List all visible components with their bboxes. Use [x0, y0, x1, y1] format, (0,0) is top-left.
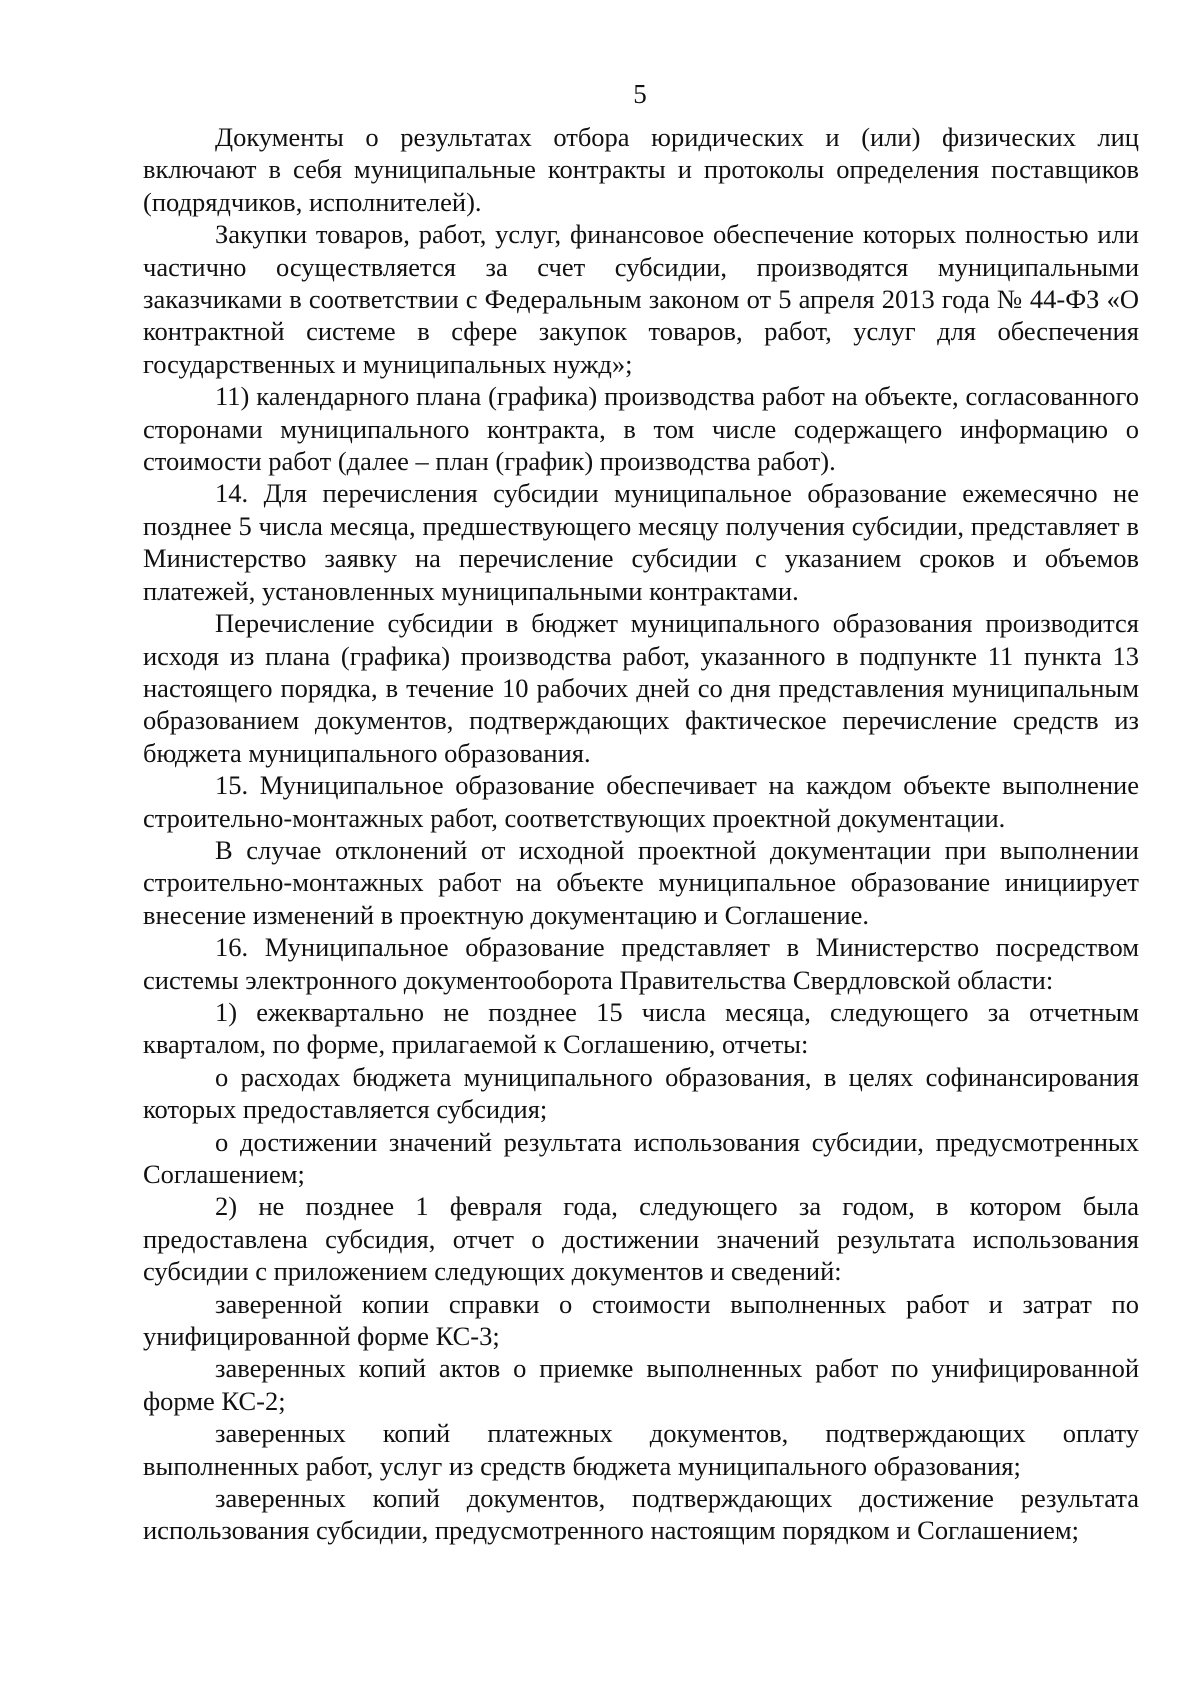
paragraph-deviations: В случае отклонений от исходной проектной документации при выполнении строительно-монтажных работ на объекте муниципальное образование инициирует внесение изменений в проектную документацию и Соглашение. — [143, 834, 1139, 930]
document-body — [143, 121, 1139, 1547]
paragraph-clause-14: 14. Для перечисления субсидии муниципальное образование ежемесячно не позднее 5 числа месяца, предшествующего месяцу получения субсидии, представляет в Министерство заявку на перечисление субсидии с указанием сроков и объемов платежей, установленных муниципальными контрактами. — [143, 478, 1139, 606]
paragraph-result-documents: заверенных копий документов, подтверждающих достижение результата использования субсидии, предусмотренного настоящим порядком и Соглашением; — [143, 1483, 1139, 1546]
paragraph-quarterly-reports: 1) ежеквартально не позднее 15 числа месяца, следующего за отчетным кварталом, по форме, прилагаемой к Соглашению, отчеты: — [143, 996, 1139, 1060]
paragraph-ks3-copy: заверенной копии справки о стоимости выполненных работ и затрат по унифицированной форме КС-3; — [143, 1288, 1139, 1352]
paragraph-report-expenses: о расходах бюджета муниципального образования, в целях софинансирования которых предоставляется субсидия; — [143, 1061, 1139, 1125]
paragraph-selection-documents: Документы о результатах отбора юридических и (или) физических лиц включают в себя муниципальные контракты и протоколы определения поставщиков (подрядчиков, исполнителей). — [143, 122, 1139, 217]
paragraph-clause-15: 15. Муниципальное образование обеспечивает на каждом объекте выполнение строительно-монтажных работ, соответствующих проектной документации. — [143, 770, 1139, 833]
paragraph-payment-copies: заверенных копий платежных документов, подтверждающих оплату выполненных работ, услуг из средств бюджета муниципального образования; — [143, 1418, 1139, 1481]
paragraph-procurement: Закупки товаров, работ, услуг, финансовое обеспечение которых полностью или частично осуществляется за счет субсидии, производятся муниципальными заказчиками в соответствии с Федеральным законом от 5 апреля 2013 года № 44-ФЗ «О контрактной системе в сфере закупок товаров, работ, услуг для обеспечения государственных и муниципальных нужд»; — [143, 219, 1139, 379]
paragraph-clause-16: 16. Муниципальное образование представляет в Министерство посредством системы электронного документооборота Правительства Свердловской области: — [143, 932, 1139, 995]
paragraph-item-11-schedule: 11) календарного плана (графика) производства работ на объекте, согласованного сторонами муниципального контракта, в том числе содержащего информацию о стоимости работ (далее – план (график) производства работ). — [143, 381, 1139, 477]
page-number: 5 — [633, 79, 647, 109]
paragraph-report-results: о достижении значений результата использования субсидии, предусмотренных Соглашением; — [143, 1126, 1139, 1189]
paragraph-subsidy-transfer: Перечисление субсидии в бюджет муниципального образования производится исходя из плана (графика) производства работ, указанного в подпункте 11 пункта 13 настоящего порядка, в течение 10 рабочих дней со дня представления муниципальным образованием документов, подтверждающих фактическое перечисление средств из бюджета муниципального образования. — [143, 608, 1139, 768]
paragraph-ks2-copies: заверенных копий актов о приемке выполненных работ по унифицированной форме КС-2; — [143, 1353, 1139, 1416]
paragraph-annual-report: 2) не позднее 1 февраля года, следующего за годом, в котором была предоставлена субсидия, отчет о достижении значений результата использования субсидии с приложением следующих документов и сведений: — [143, 1191, 1139, 1287]
